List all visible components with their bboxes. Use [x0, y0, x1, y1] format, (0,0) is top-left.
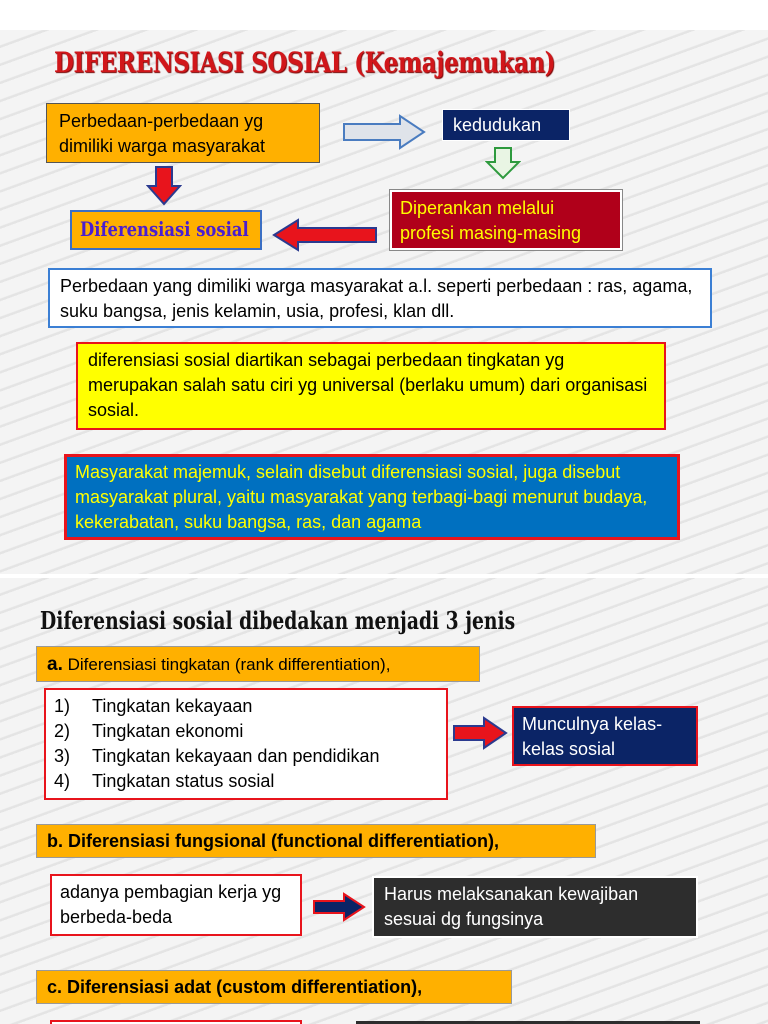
label-a-text: Diferensiasi tingkatan (rank differentiation), — [67, 655, 391, 674]
label-a — [36, 646, 480, 682]
right-arrow-b-icon — [312, 892, 366, 922]
box-definisi — [76, 342, 666, 430]
box-kedudukan — [442, 109, 570, 141]
list-a-items — [54, 694, 438, 794]
label-b-text: b. Diferensiasi fungsional (functional differentiation), — [47, 831, 500, 851]
slide-2 — [0, 578, 768, 1024]
down-arrow-icon — [485, 146, 521, 180]
label-c — [36, 970, 512, 1004]
box-definisi-text: diferensiasi sosial diartikan sebagai perbedaan tingkatan yg merupakan salah satu ciri yg universal (berlaku umum) dari organisasi sosial. — [88, 350, 648, 420]
right-arrow-a-icon — [452, 716, 508, 750]
left-arrow-icon — [272, 218, 378, 252]
box-b-result — [372, 876, 698, 938]
box-majemuk-text: Masyarakat majemuk, selain disebut diferensiasi sosial, juga disebut masyarakat plural, yaitu masyarakat yang terbagi-bagi menurut budaya, kekerabatan, suku bangsa, ras, dan agama — [75, 462, 648, 532]
box-diperankan-text: Diperankan melalui profesi masing-masing — [400, 198, 582, 243]
label-b — [36, 824, 596, 858]
box-perbedaan — [46, 103, 320, 163]
box-c-partial — [50, 1020, 302, 1024]
box-contoh-perbedaan — [48, 268, 712, 328]
list-item: 2) Tingkatan ekonomi — [54, 721, 244, 741]
box-b-text: adanya pembagian kerja yg berbeda-beda — [60, 882, 282, 927]
box-a-result-text: Munculnya kelas-kelas sosial — [522, 714, 663, 759]
list-item: 1) Tingkatan kekayaan — [54, 696, 253, 716]
list-item: 3) Tingkatan kekayaan dan pendidikan — [54, 746, 380, 766]
label-c-text: c. Diferensiasi adat (custom differentiation), — [47, 977, 423, 997]
label-a-prefix: a. — [47, 654, 63, 675]
slide-2-title: Diferensiasi sosial dibedakan menjadi 3 jenis — [40, 606, 516, 635]
down-arrow-red-icon — [146, 166, 182, 206]
box-a-result — [512, 706, 698, 766]
box-diperankan — [390, 190, 622, 250]
box-diferensiasi-text: Diferensiasi sosial — [80, 217, 249, 241]
slide-1-title: DIFERENSIASI SOSIAL (Kemajemukan) — [54, 46, 556, 79]
box-masyarakat-majemuk — [64, 454, 680, 540]
box-b-result-text: Harus melaksanakan kewajiban sesuai dg fungsinya — [384, 884, 639, 929]
list-a — [44, 688, 448, 800]
box-diferensiasi-sosial — [70, 210, 262, 250]
box-b — [50, 874, 302, 936]
top-gap — [0, 0, 768, 30]
box-kedudukan-text: kedudukan — [453, 115, 542, 135]
box-contoh-text: Perbedaan yang dimiliki warga masyarakat a.l. seperti perbedaan : ras, agama, suku bangsa, jenis kelamin, usia, profesi, klan dll. — [60, 276, 693, 321]
box-perbedaan-text: Perbedaan-perbedaan yg dimiliki warga masyarakat — [59, 111, 266, 156]
right-arrow-icon — [342, 114, 426, 150]
list-item: 4) Tingkatan status sosial — [54, 771, 275, 791]
slide-1 — [0, 30, 768, 574]
